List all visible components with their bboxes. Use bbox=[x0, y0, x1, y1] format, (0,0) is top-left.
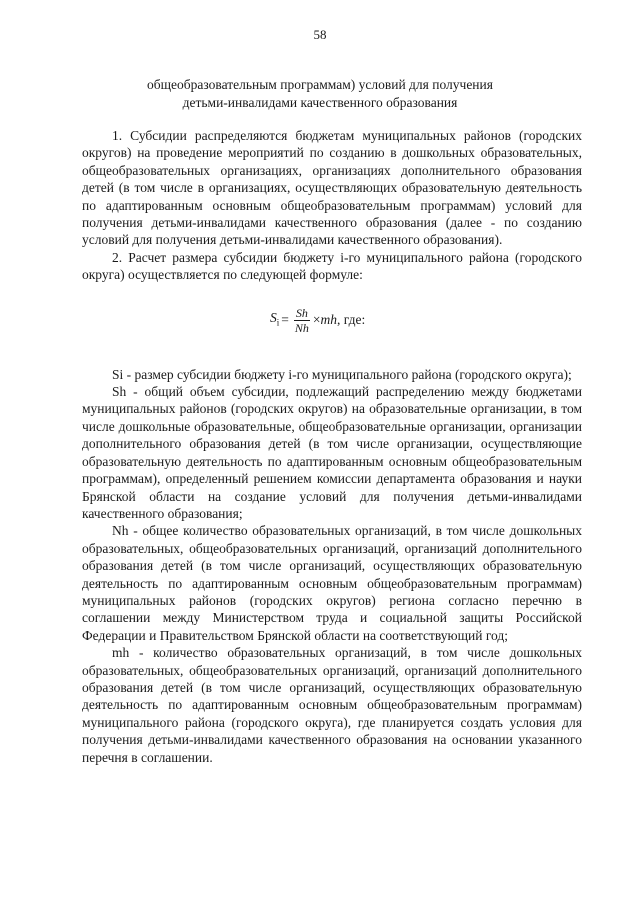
paragraph-sh-definition: Sh - общий объем субсидии, подлежащий распределению между бюджетами муниципальных районов (городских округов) на образовательные организации, в том числе дошкольные образовательные, общеобразовательные организации, организации дополнительного образования детей (в том числе организации, осуществляющие образовательную деятельность по адаптированным основным общеобразовательным программам), определенный решением комиссии департамента образования и науки Брянской области на создание условий для получения детьми-инвалидами качественного образования; bbox=[82, 384, 582, 521]
formula-equals: = bbox=[281, 312, 289, 328]
heading-line-1: общеобразовательным программам) условий для получения bbox=[147, 77, 493, 92]
paragraph-si-definition: Si - размер субсидии бюджету i-го муниципального района (городского округа); bbox=[112, 366, 572, 382]
formula-fraction bbox=[293, 306, 311, 335]
paragraph-mh-definition: mh - количество образовательных организаций, в том числе дошкольных образовательных, общеобразовательных организаций, организаций дополнительного образования детей (в том числе организаций, осуществляющих образовательную деятельность по адаптированным основным общеобразовательным программам) муниципального района (городского округа), где планируется создать условия для получения детьми-инвалидами качественного образования на основании указанного перечня в соглашении. bbox=[82, 645, 582, 765]
formula-block bbox=[82, 284, 582, 366]
document-body bbox=[82, 127, 582, 766]
page-number: 58 bbox=[313, 27, 327, 42]
formula-tail: , где: bbox=[337, 312, 366, 328]
paragraph-1: 1. Субсидии распределяются бюджетам муниципальных районов (городских округов) на проведение мероприятий по созданию в дошкольных образовательных, общеобразовательных организациях, организациях дополнительного образования детей (в том числе в организациях, осуществляющих образовательную деятельность по адаптированным основным общеобразовательным программам) условий для получения детьми-инвалидами качественного образования (далее - по созданию условий для получения детьми-инвалидами качественного образования). bbox=[82, 128, 582, 248]
formula-multiplier: mh bbox=[320, 312, 338, 328]
section-heading bbox=[60, 76, 580, 112]
formula-times: × bbox=[312, 312, 321, 328]
formula-numerator: Sh bbox=[295, 305, 308, 320]
heading-line-2: детьми-инвалидами качественного образования bbox=[182, 95, 458, 110]
subsidy-formula bbox=[270, 306, 365, 335]
paragraph-2: 2. Расчет размера субсидии бюджету i-го муниципального района (городского округа) осуществляется по следующей формуле: bbox=[82, 249, 582, 283]
formula-denominator: Nh bbox=[294, 320, 309, 335]
formula-lhs: $S_i$ bbox=[270, 309, 280, 328]
paragraph-nh-definition: Nh - общее количество образовательных организаций, в том числе дошкольных образовательных, общеобразовательных организаций, организаций дополнительного образования детей (в том числе организаций, осуществляющих образовательную деятельность по адаптированным основным общеобразовательным программам) муниципальных районов (городских округов) региона согласно перечню в соглашении между Министерством труда и социальной защиты Российской Федерации и Правительством Брянской области на соответствующий год; bbox=[82, 523, 582, 643]
formula-lhs-subscript: i bbox=[276, 317, 280, 328]
